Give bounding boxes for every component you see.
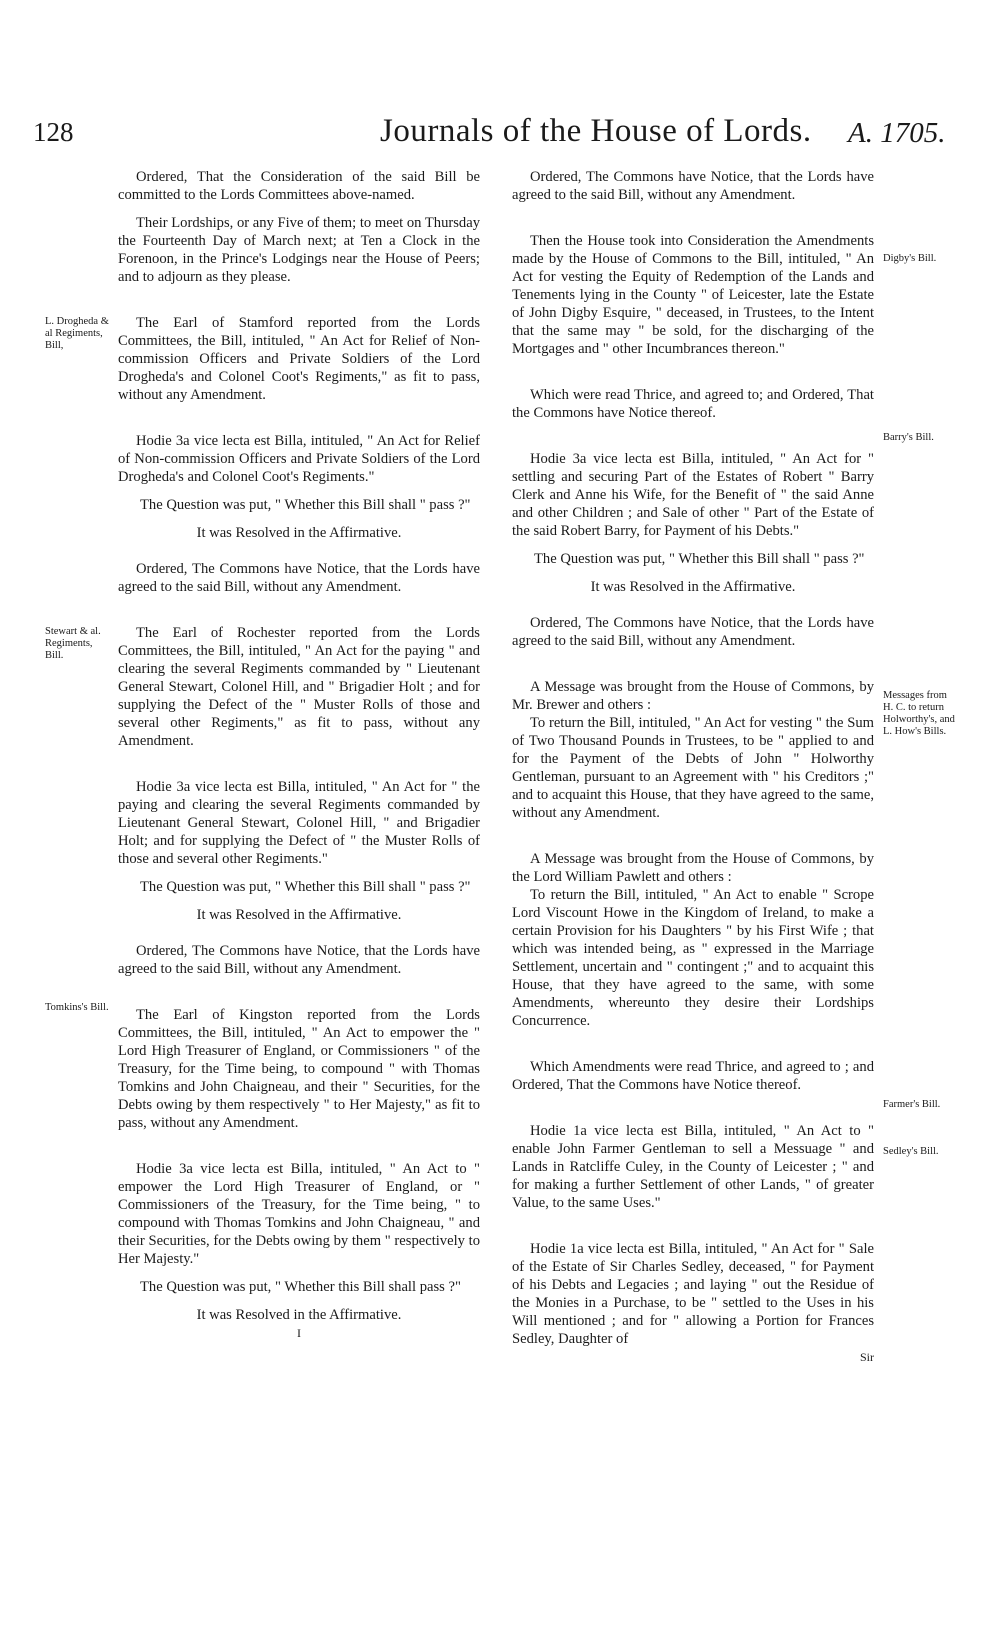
resolution-line: It was Resolved in the Affirmative. — [196, 525, 402, 541]
paragraph: Which were read Thrice, and agreed to; and Ordered, That the Commons have Notice thereof. — [512, 387, 874, 421]
margin-note-stewart: Stewart & al. Regiments, Bill. — [45, 626, 101, 661]
paragraph: Hodie 3a vice lecta est Billa, intituled, " An Act to " empower the Lord High Treasurer of England, or " Commissioners of the Treasury, for the Time being, " to compound with Thomas Tomkins and John Chaigneau, " and their Securities, for the Debts owing by them " respectively to Her Majesty." — [118, 1161, 480, 1267]
paragraph: Ordered, That the Consideration of the said Bill be committed to the Lords Committees above-named. — [118, 169, 480, 203]
paragraph: The Earl of Kingston reported from the Lords Committees, the Bill, intituled, " An Act to empower the " Lord High Treasurer of England, or Commissioners " of the Treasury, for the Time being, to compound " with Thomas Tomkins and John Chaigneau, and their " Securities, for the Debts owing by them respectively " to Her Majesty," as fit to pass, without any Amendment. — [118, 1007, 480, 1131]
margin-note-messages: Messages from H. C. to return Holworthy's, and L. How's Bills. — [883, 690, 955, 737]
paragraph: Hodie 1a vice lecta est Billa, intituled, " An Act for " Sale of the Estate of Sir Charles Sedley, deceased, " for Payment of his Debts and Legacies ; and laying " out the Residue of the Monies in a Purchase, to be " settled to the Uses in his Will mentioned ; and for " allowing a Portion for Frances Sedley, Daughter of — [512, 1241, 874, 1347]
paragraph: To return the Bill, intituled, " An Act for vesting " the Sum of Two Thousand Pounds in Trustees, to be " applied to and for the Payment of the Debts of John " Holworthy Gentleman, pursuant to an Agreement with " his Creditors ;" and to acquaint this House, that they have agreed to the same, without any Amendment. — [512, 715, 874, 821]
margin-note-barry: Barry's Bill. — [883, 432, 934, 443]
resolution-line: It was Resolved in the Affirmative. — [590, 579, 796, 595]
margin-note-farmer: Farmer's Bill. — [883, 1099, 941, 1110]
paragraph: The Earl of Rochester reported from the Lords Committees, the Bill, intituled, " An Act for the paying " and clearing the several Regiments commanded by " Lieutenant General Stewart, Colonel Hill, and " Brigadier Holt ; and for supplying the Defect of the " Muster Rolls of those and several other Regiments," as fit to pass, without any Amendment. — [118, 625, 480, 749]
paragraph: Ordered, The Commons have Notice, that the Lords have agreed to the said Bill, without any Amendment. — [118, 943, 480, 977]
year: A. 1705. — [848, 117, 946, 149]
running-title: Journals of the House of Lords. — [380, 113, 812, 149]
question-line: The Question was put, " Whether this Bill shall " pass ?" — [140, 497, 471, 513]
right-column — [512, 168, 874, 1366]
paragraph: Ordered, The Commons have Notice, that the Lords have agreed to the said Bill, without any Amendment. — [512, 169, 874, 203]
page-header — [0, 113, 992, 157]
paragraph: A Message was brought from the House of Commons, by Mr. Brewer and others : — [512, 679, 874, 713]
left-column — [118, 168, 480, 1342]
paragraph: Hodie 3a vice lecta est Billa, intituled, " An Act for " settling and securing Part of the Estates of Robert " Barry Clerk and Anne his Wife, for the Benefit of " the said Anne and other Children ; and Sale of other " Part of the Estate of the said Robert Barry, for Payment of his Debts." — [512, 451, 874, 539]
paragraph: Which Amendments were read Thrice, and agreed to ; and Ordered, That the Commons have Notice thereof. — [512, 1059, 874, 1093]
paragraph: To return the Bill, intituled, " An Act to enable " Scrope Lord Viscount Howe in the Kingdom of Ireland, to make a certain Provision for his Daughters " by his First Wife ; that which was intended being, as " expressed in the Marriage Settlement, uncertain and " contingent ;" and to acquaint this House, that they have agreed to the same, with some Amendments, whereunto they desire their Lordships Concurrence. — [512, 887, 874, 1029]
question-line: The Question was put, " Whether this Bill shall pass ?" — [140, 1279, 461, 1295]
margin-note-drogheda: L. Drogheda & al Regiments, Bill, — [45, 316, 109, 351]
paragraph: Hodie 3a vice lecta est Billa, intituled, " An Act for " the paying and clearing the several Regiments commanded by Lieutenant General Stewart, Colonel Hill, " and Brigadier Holt; and for supplying the Defect of " the Muster Rolls of those and several other Regiments." — [118, 779, 480, 867]
paragraph: Then the House took into Consideration the Amendments made by the House of Commons to the Bill, intituled, " An Act for vesting the Equity of Redemption of the Lands and Tenements lying in the County " of Leicester, late the Estate of John Digby Esquire, " deceased, in Trustees, to the Intent that the same may " be sold, for the discharging of the Mortgages and " other Incumbrances thereon." — [512, 233, 874, 357]
paragraph: A Message was brought from the House of Commons, by the Lord William Pawlett and others : — [512, 851, 874, 885]
paragraph: Hodie 1a vice lecta est Billa, intituled, " An Act to " enable John Farmer Gentleman to sell a Messuage " and Lands in Ratcliffe Culey, in the County of Leicester ; " and for making a further Settlement of other Lands, " of greater Value, to the same Uses." — [512, 1123, 874, 1211]
margin-note-tomkins: Tomkins's Bill. — [45, 1002, 109, 1013]
paragraph: Their Lordships, or any Five of them; to meet on Thursday the Fourteenth Day of March next; at Ten a Clock in the Forenoon, in the Prince's Lodgings near the House of Peers; and to adjourn as they please. — [118, 215, 480, 285]
resolution-line: It was Resolved in the Affirmative. — [196, 907, 402, 923]
question-line: The Question was put, " Whether this Bill shall " pass ?" — [140, 879, 471, 895]
question-line: The Question was put, " Whether this Bill shall " pass ?" — [534, 551, 865, 567]
resolution-line: It was Resolved in the Affirmative. — [196, 1307, 402, 1323]
margin-note-sedley: Sedley's Bill. — [883, 1146, 939, 1157]
page-number: 128 — [33, 117, 74, 147]
paragraph: The Earl of Stamford reported from the Lords Committees, the Bill, intituled, " An Act for Relief of Non-commission Officers and Private Soldiers of the Lord Drogheda's and Colonel Coot's Regiments," as fit to pass, without any Amendment. — [118, 315, 480, 403]
paragraph: Hodie 3a vice lecta est Billa, intituled, " An Act for Relief of Non-commission Officers and Private Soldiers of the Lord Drogheda's and Colonel Coot's Regiments." — [118, 433, 480, 485]
catchword: I — [297, 1326, 301, 1340]
paragraph: Ordered, The Commons have Notice, that the Lords have agreed to the said Bill, without any Amendment. — [118, 561, 480, 595]
paragraph: Ordered, The Commons have Notice, that the Lords have agreed to the said Bill, without any Amendment. — [512, 615, 874, 649]
catchword: Sir — [859, 1350, 874, 1364]
margin-note-digby: Digby's Bill. — [883, 253, 937, 264]
